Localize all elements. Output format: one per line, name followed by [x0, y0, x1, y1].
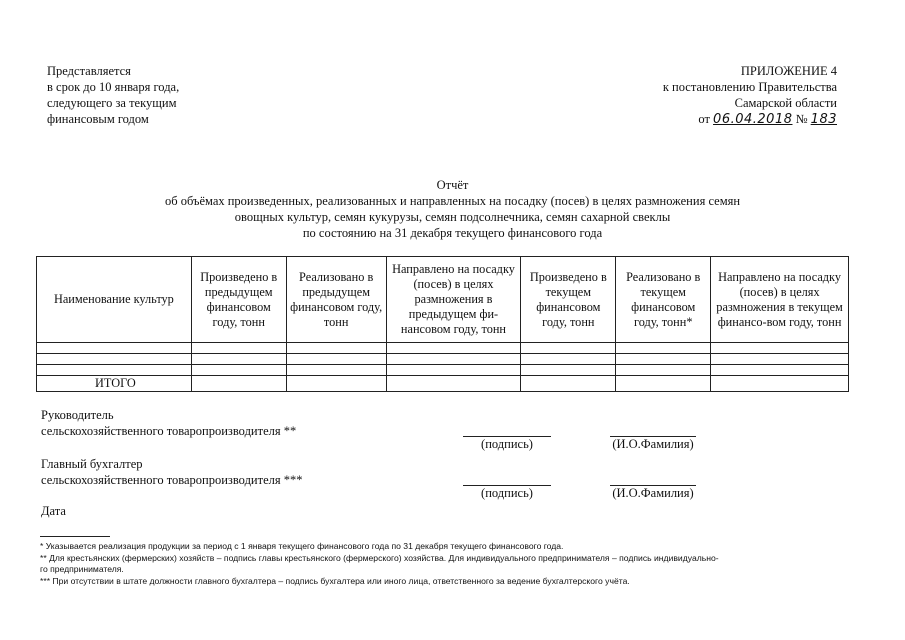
- head-signature-label: [41, 407, 296, 439]
- table-cell[interactable]: [286, 365, 386, 376]
- appendix-line: Самарской области: [734, 96, 837, 110]
- handwritten-number: 183: [810, 112, 837, 127]
- table-cell[interactable]: [37, 354, 192, 365]
- appendix-title: ПРИЛОЖЕНИЕ 4: [740, 64, 837, 78]
- table-cell[interactable]: [521, 354, 616, 365]
- appendix-line: к постановлению Правительства: [662, 80, 837, 94]
- submission-note-line: Представляется: [47, 64, 131, 78]
- table-cell[interactable]: [191, 354, 286, 365]
- table-cell[interactable]: [37, 365, 192, 376]
- table-cell[interactable]: [37, 343, 192, 354]
- accountant-name-caption: (И.О.Фамилия): [612, 486, 694, 500]
- report-table: [36, 256, 849, 392]
- from-label: от: [698, 112, 710, 126]
- total-label: ИТОГО: [37, 376, 192, 392]
- table-cell[interactable]: [191, 343, 286, 354]
- column-header-planted-prev: Направлено на посадку (посев) в целях размножения в предыдущем фи-нансовом году, тонн: [386, 257, 521, 343]
- footnote: *** При отсутствии в штате должности главного бухгалтера – подпись бухгалтера или иного лица, ответственного за ведение бухгалтерского учёта.: [40, 575, 630, 586]
- appendix-header: [537, 63, 837, 128]
- table-row: [37, 354, 849, 365]
- table-cell[interactable]: [286, 354, 386, 365]
- submission-note-line: в срок до 10 января года,: [47, 80, 180, 94]
- table-cell[interactable]: [711, 343, 849, 354]
- footnote: го предпринимателя.: [40, 564, 124, 574]
- table-cell[interactable]: [286, 343, 386, 354]
- table-row: [37, 343, 849, 354]
- footnote-divider: [40, 536, 110, 537]
- report-title: [60, 177, 845, 241]
- report-title-line: овощных культур, семян кукурузы, семян подсолнечника, семян сахарной свеклы: [234, 210, 671, 224]
- accountant-label-line: Главный бухгалтер: [41, 457, 143, 471]
- head-signature-caption: (подпись): [481, 437, 533, 451]
- table-cell[interactable]: [521, 343, 616, 354]
- accountant-label-line: сельскохозяйственного товаропроизводителя ***: [41, 473, 303, 487]
- table-cell[interactable]: [616, 376, 711, 392]
- table-cell[interactable]: [711, 376, 849, 392]
- table-cell[interactable]: [191, 365, 286, 376]
- column-header-produced-prev: Произведено в предыдущем финансовом году, тонн: [191, 257, 286, 343]
- handwritten-date: 06.04.2018: [713, 112, 793, 127]
- table-cell[interactable]: [386, 354, 521, 365]
- table-cell[interactable]: [286, 376, 386, 392]
- table-cell[interactable]: [521, 365, 616, 376]
- accountant-signature-caption: (подпись): [481, 486, 533, 500]
- table-cell[interactable]: [386, 376, 521, 392]
- head-name-caption: (И.О.Фамилия): [612, 437, 694, 451]
- table-cell[interactable]: [616, 365, 711, 376]
- table-cell[interactable]: [386, 365, 521, 376]
- table-cell[interactable]: [616, 354, 711, 365]
- column-header-produced-current: Произведено в текущем финансовом году, тонн: [521, 257, 616, 343]
- table-cell[interactable]: [711, 365, 849, 376]
- footnote: ** Для крестьянских (фермерских) хозяйств – подпись главы крестьянского (фермерского) хозяйства. Для индивидуального предпринимателя – подпись индивидуально-: [40, 552, 719, 563]
- head-label-line: Руководитель: [41, 408, 114, 422]
- submission-note-line: финансовым годом: [47, 112, 149, 126]
- table-row: [37, 365, 849, 376]
- footnotes: [40, 541, 860, 587]
- appendix-date-line: [537, 111, 837, 128]
- report-title-line: по состоянию на 31 декабря текущего финансового года: [302, 226, 603, 240]
- column-header-crop: Наименование культур: [37, 257, 192, 343]
- submission-note: [47, 63, 287, 127]
- column-header-planted-current: Направлено на посадку (посев) в целях размножения в текущем финансо-вом году, тонн: [711, 257, 849, 343]
- accountant-signature-label: [41, 456, 303, 488]
- table-cell[interactable]: [191, 376, 286, 392]
- head-label-line: сельскохозяйственного товаропроизводителя **: [41, 424, 297, 438]
- submission-note-line: следующего за текущим: [47, 96, 177, 110]
- table-cell[interactable]: [616, 343, 711, 354]
- column-header-sold-prev: Реализовано в предыдущем финансовом году, тонн: [286, 257, 386, 343]
- table-cell[interactable]: [521, 376, 616, 392]
- footnote: * Указывается реализация продукции за период с 1 января текущего финансового года по 31 декабря текущего финансового года.: [40, 541, 564, 551]
- column-header-sold-current: Реализовано в текущем финансовом году, тонн*: [616, 257, 711, 343]
- report-heading: Отчёт: [436, 178, 469, 192]
- table-cell[interactable]: [711, 354, 849, 365]
- table-header-row: [37, 257, 849, 343]
- table-cell[interactable]: [386, 343, 521, 354]
- number-label: №: [795, 112, 808, 126]
- table-total-row: [37, 376, 849, 392]
- date-label: Дата: [41, 504, 66, 518]
- report-title-line: об объёмах произведенных, реализованных и направленных на посадку (посев) в целях размножения семян: [164, 194, 741, 208]
